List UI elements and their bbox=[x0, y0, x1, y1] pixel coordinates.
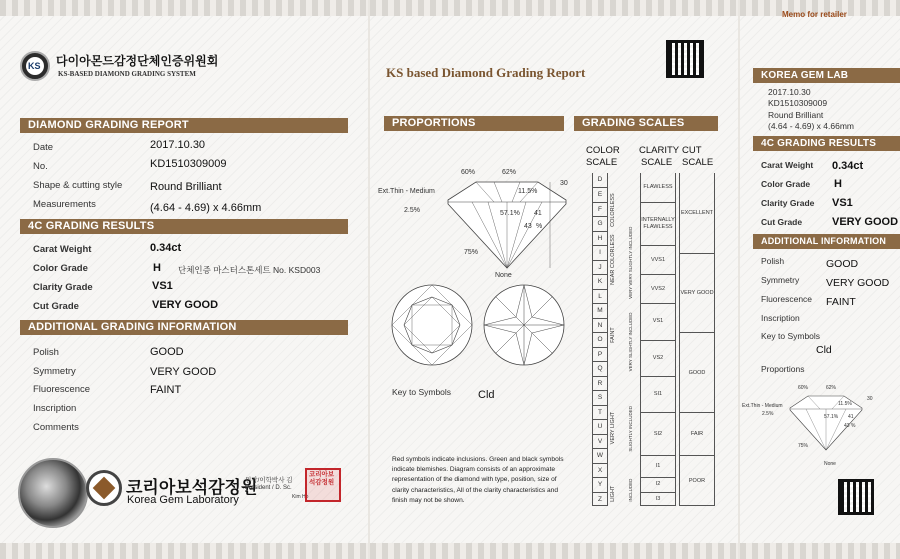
color-grade-f: F bbox=[593, 202, 607, 216]
clarity-scale-title-2: SCALE bbox=[641, 157, 673, 168]
perforated-edge-top-2 bbox=[370, 0, 738, 16]
memo-symmetry-value: VERY GOOD bbox=[826, 277, 890, 289]
color-grade-e: E bbox=[593, 187, 607, 201]
section-memo-additional: ADDITIONAL INFORMATION bbox=[753, 234, 900, 249]
memo-clarity-value: VS1 bbox=[832, 197, 853, 209]
color-grade-l: L bbox=[593, 289, 607, 303]
korea-gem-lab-logo bbox=[86, 470, 122, 506]
grading-clarity-label: Clarity Grade bbox=[33, 282, 93, 293]
memo-measurements: (4.64 - 4.69) x 4.66mm bbox=[768, 121, 854, 131]
clarity-grade-row: VVS2 bbox=[641, 274, 675, 303]
memo-polish-value: GOOD bbox=[826, 258, 859, 270]
clarity-grade-row: INTERNALLY FLAWLESS bbox=[641, 202, 675, 245]
memo-key-value: Cld bbox=[816, 344, 832, 356]
color-scale-column bbox=[592, 173, 608, 506]
report-panel-main bbox=[0, 0, 368, 559]
memo-fluorescence-label: Fluorescence bbox=[761, 294, 813, 304]
key-to-symbols-value: Cld bbox=[478, 389, 495, 401]
clarity-grade-row: SI2 bbox=[641, 412, 675, 455]
color-grade-p: P bbox=[593, 347, 607, 361]
proportion-pavilion-pct: % bbox=[536, 223, 543, 230]
additional-symmetry-value: VERY GOOD bbox=[150, 366, 217, 378]
memo-inscription-label: Inscription bbox=[761, 313, 800, 323]
ks-logo-letters: KS bbox=[28, 61, 41, 71]
color-grade-j: J bbox=[593, 260, 607, 274]
color-group-label: COLORLESS bbox=[610, 193, 616, 227]
clarity-grade-row: VS1 bbox=[641, 303, 675, 339]
clarity-grade-row: I1 bbox=[641, 455, 675, 477]
official-stamp-text: 코리아보석감정원 bbox=[309, 471, 335, 486]
perforated-edge-bottom bbox=[0, 543, 368, 559]
color-grade-t: T bbox=[593, 405, 607, 419]
color-scale-title-2: SCALE bbox=[586, 157, 618, 168]
additional-polish-value: GOOD bbox=[150, 346, 184, 358]
grading-clarity-value: VS1 bbox=[152, 280, 173, 292]
memo-number: KD1510309009 bbox=[768, 98, 828, 108]
additional-inscription-label: Inscription bbox=[33, 403, 77, 414]
color-grade-n: N bbox=[593, 318, 607, 332]
memo-prop-crown-angle: 30 bbox=[867, 396, 873, 402]
pavilion-view-diagram bbox=[482, 283, 566, 367]
color-grade-u: U bbox=[593, 419, 607, 433]
cut-grade-row: FAIR bbox=[680, 412, 714, 455]
clarity-grade-row: VS2 bbox=[641, 340, 675, 376]
proportion-table: 60% bbox=[461, 169, 476, 176]
clarity-grade-row: FLAWLESS bbox=[643, 183, 673, 190]
official-stamp bbox=[305, 468, 341, 502]
field-date-label: Date bbox=[33, 142, 54, 153]
grading-carat-label: Carat Weight bbox=[33, 244, 92, 255]
clarity-grade-row: VVS1 bbox=[641, 245, 675, 274]
lab-name-korean: 코리아보석감정원 bbox=[126, 478, 258, 497]
memo-polish-label: Polish bbox=[761, 256, 785, 266]
section-korea-gem-lab: KOREA GEM LAB bbox=[753, 68, 900, 83]
grading-cut-label: Cut Grade bbox=[33, 301, 79, 312]
cut-scale-column bbox=[679, 173, 715, 506]
report-panel-diagram bbox=[370, 0, 738, 559]
section-additional-grading: ADDITIONAL GRADING INFORMATION bbox=[20, 320, 348, 335]
color-grade-o: O bbox=[593, 332, 607, 346]
additional-polish-label: Polish bbox=[33, 347, 59, 358]
clarity-note: Red symbols indicate inclusions. Green and black symbols indicate blemishes. Diagram consists of an approximate representation of the diamond with type, position, size of clarity characteristics, All of the clarity characteristics and finish may not be shown. bbox=[392, 456, 564, 504]
color-grade-d: D bbox=[597, 176, 603, 183]
cut-grade-row: GOOD bbox=[680, 332, 714, 412]
memo-prop-pavilion-depth: 43 % bbox=[844, 423, 856, 429]
report-title: KS based Diamond Grading Report bbox=[386, 65, 586, 80]
memo-key-label: Key to Symbols bbox=[761, 331, 821, 341]
cut-grade-row: EXCELLENT bbox=[680, 209, 714, 216]
header-korean: 다이아몬드감정단체인증위원회 bbox=[56, 54, 219, 68]
memo-title: Memo for retailer bbox=[782, 10, 847, 19]
proportion-crown-total: 62% bbox=[502, 169, 517, 176]
field-date-value: 2017.10.30 bbox=[150, 139, 206, 151]
clarity-group-label: INCLUDED bbox=[628, 478, 633, 502]
field-number-value: KD1510309009 bbox=[150, 158, 227, 170]
cut-scale-title-1: CUT bbox=[682, 145, 702, 156]
grading-color-label: Color Grade bbox=[33, 263, 88, 274]
clarity-grade-row: I3 bbox=[641, 492, 675, 506]
proportion-lower-half: 75% bbox=[464, 249, 479, 256]
field-measurements-label: Measurements bbox=[33, 199, 96, 210]
memo-prop-lower-half: 75% bbox=[798, 443, 809, 449]
grading-cut-value: VERY GOOD bbox=[152, 299, 219, 311]
clarity-grade-row: I2 bbox=[641, 477, 675, 491]
color-grade-y: Y bbox=[593, 477, 607, 491]
president-name: Kim Ho bbox=[292, 494, 309, 500]
qr-code bbox=[666, 40, 704, 78]
section-diamond-grading-report: DIAMOND GRADING REPORT bbox=[20, 118, 348, 133]
field-measurements-value: (4.64 - 4.69) x 4.66mm bbox=[150, 202, 262, 214]
proportion-pavilion-depth: 43 bbox=[524, 223, 532, 230]
proportion-girdle-pct: 2.5% bbox=[404, 207, 420, 214]
field-number-label: No. bbox=[33, 161, 48, 172]
memo-prop-crown-total: 62% bbox=[826, 385, 837, 391]
color-grade-m: M bbox=[593, 303, 607, 317]
color-group-label: LIGHT bbox=[610, 485, 616, 502]
key-to-symbols-label: Key to Symbols bbox=[392, 387, 452, 397]
memo-cut-value: VERY GOOD bbox=[832, 216, 899, 228]
color-grade-w: W bbox=[593, 448, 607, 462]
memo-shape: Round Brilliant bbox=[768, 110, 824, 120]
grading-color-value: H bbox=[153, 262, 161, 274]
memo-prop-pavilion-angle: 41 bbox=[848, 414, 854, 420]
lab-name-english: Korea Gem Laboratory bbox=[127, 494, 239, 506]
memo-prop-girdle-pct: 2.5% bbox=[762, 411, 774, 417]
memo-carat-value: 0.34ct bbox=[832, 160, 864, 172]
perforated-edge-bottom-3 bbox=[740, 543, 900, 559]
proportion-girdle: Ext.Thin - Medium bbox=[378, 188, 435, 195]
clarity-scale-column bbox=[640, 173, 676, 506]
proportion-pavilion-angle: 41 bbox=[534, 210, 542, 217]
section-grading-scales: GRADING SCALES bbox=[574, 116, 718, 131]
president-title-english: President / D. Sc. bbox=[245, 485, 292, 491]
color-grade-q: Q bbox=[593, 361, 607, 375]
cut-scale-title-2: SCALE bbox=[682, 157, 714, 168]
field-shape-label: Shape & cutting style bbox=[33, 180, 123, 191]
field-shape-value: Round Brilliant bbox=[150, 181, 222, 193]
color-grade-x: X bbox=[593, 463, 607, 477]
clarity-grade-row: SI1 bbox=[641, 376, 675, 412]
additional-fluorescence-label: Fluorescence bbox=[33, 384, 91, 395]
proportions-diagram bbox=[442, 176, 572, 272]
memo-qr-code bbox=[838, 479, 874, 515]
additional-symmetry-label: Symmetry bbox=[33, 366, 76, 377]
hologram-seal bbox=[18, 458, 88, 528]
header-english: KS-BASED DIAMOND GRADING SYSTEM bbox=[58, 70, 196, 78]
proportion-crown-angle: 30 bbox=[560, 180, 568, 187]
memo-prop-crown-height: 11.5% bbox=[838, 401, 852, 407]
perforated-edge-top bbox=[0, 0, 368, 16]
color-grade-k: K bbox=[593, 274, 607, 288]
color-master-note: 단체인증 마스터스톤세트 No. KSD003 bbox=[178, 265, 321, 275]
president-title: 원장/이학박사 김 bbox=[245, 477, 293, 484]
memo-prop-table: 60% bbox=[798, 385, 809, 391]
color-scale-title-1: COLOR bbox=[586, 145, 620, 156]
cut-grade-row: POOR bbox=[680, 455, 714, 506]
retailer-memo-panel bbox=[740, 0, 900, 559]
cut-grade-row: VERY GOOD bbox=[680, 253, 714, 333]
color-grade-z: Z bbox=[593, 492, 607, 506]
memo-color-label: Color Grade bbox=[761, 179, 811, 189]
grading-carat-value: 0.34ct bbox=[150, 242, 182, 254]
color-grade-s: S bbox=[593, 390, 607, 404]
section-4c-grading-results: 4C GRADING RESULTS bbox=[20, 219, 348, 234]
color-grade-r: R bbox=[593, 376, 607, 390]
proportion-crown-height: 11.5% bbox=[518, 188, 538, 195]
memo-carat-label: Carat Weight bbox=[761, 160, 814, 170]
color-group-label: NEAR COLORLESS bbox=[610, 234, 616, 285]
memo-symmetry-label: Symmetry bbox=[761, 275, 800, 285]
additional-fluorescence-value: FAINT bbox=[150, 384, 182, 396]
memo-prop-depth: 57.1% bbox=[824, 414, 839, 420]
color-grade-v: V bbox=[593, 434, 607, 448]
memo-cut-label: Cut Grade bbox=[761, 217, 803, 227]
memo-prop-culet: None bbox=[824, 461, 836, 467]
additional-comments-label: Comments bbox=[33, 422, 79, 433]
memo-proportions-label: Proportions bbox=[761, 364, 805, 374]
section-memo-4c: 4C GRADING RESULTS bbox=[753, 136, 900, 151]
memo-fluorescence-value: FAINT bbox=[826, 296, 856, 308]
memo-color-value: H bbox=[834, 178, 842, 190]
clarity-scale-title-1: CLARITY bbox=[639, 145, 680, 156]
crown-view-diagram bbox=[390, 283, 474, 367]
color-group-label: VERY LIGHT bbox=[610, 411, 616, 445]
clarity-group-label: VERY VERY SLIGHTLY INCLUDED bbox=[628, 227, 633, 300]
color-grade-h: H bbox=[593, 231, 607, 245]
memo-prop-girdle: Ext.Thin - Medium bbox=[742, 403, 783, 409]
clarity-group-label: SLIGHTLY INCLUDED bbox=[628, 405, 633, 452]
proportion-depth: 57.1% bbox=[500, 210, 520, 217]
color-grade-g: G bbox=[593, 216, 607, 230]
color-grade-i: I bbox=[593, 245, 607, 259]
clarity-group-label: VERY SLIGHTLY INCLUDED bbox=[628, 312, 633, 372]
ks-logo bbox=[20, 51, 50, 81]
memo-date: 2017.10.30 bbox=[768, 87, 811, 97]
perforated-edge-bottom-2 bbox=[370, 543, 738, 559]
proportion-culet: None bbox=[495, 272, 512, 279]
memo-clarity-label: Clarity Grade bbox=[761, 198, 815, 208]
section-proportions: PROPORTIONS bbox=[384, 116, 564, 131]
color-group-label: FAINT bbox=[610, 327, 616, 343]
